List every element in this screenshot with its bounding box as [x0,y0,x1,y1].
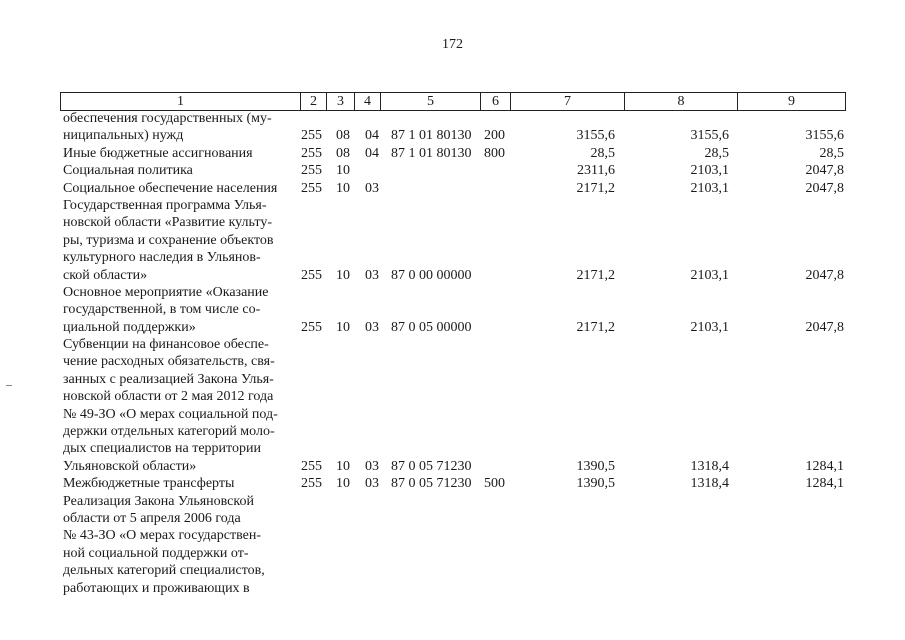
description-line: Реализация Закона Ульяновской [63,493,254,509]
cell-c6: 500 [484,476,505,492]
description-line: циальной поддержки» [63,319,196,335]
cell-c8: 2103,1 [690,180,729,196]
row-description [0,475,303,492]
header-col-5: 5 [381,93,481,110]
description-line: новской области от 2 мая 2012 года [63,389,274,405]
header-col-4: 4 [355,93,381,110]
cell-c6: 200 [484,128,505,144]
description-line: чение расходных обязательств, свя- [63,354,275,370]
header-col-9: 9 [788,94,795,109]
cell-c6: 800 [484,145,505,161]
row-description [0,145,303,162]
description-line: ской области» [63,267,148,283]
description-line: ной социальной поддержки от- [63,545,249,561]
description-line: держки отдельных категорий моло- [63,424,275,440]
cell-c8: 2103,1 [690,267,729,283]
description-line: культурного наследия в Ульянов- [63,250,261,266]
page-number: 172 [442,37,463,52]
row-description [0,336,303,475]
description-line: дельных категорий специалистов, [63,563,265,579]
cell-c4: 03 [365,180,379,196]
header-col-3: 3 [327,93,355,110]
cell-c2: 255 [301,180,322,196]
description-line: № 49-ЗО «О мерах социальной под- [63,406,278,422]
cell-c5: 87 1 01 80130 [391,128,472,144]
cell-c2: 255 [301,128,322,144]
row-description [0,162,303,179]
cell-c8: 1318,4 [690,458,729,474]
description-line: обеспечения государственных (му- [63,111,272,126]
description-line: ниципальных) нужд [63,128,184,144]
table-row [0,197,905,284]
table-row [0,162,905,179]
scan-mark [6,385,12,386]
description-line: государственной, в том числе со- [63,302,261,318]
cell-c2: 255 [301,163,322,179]
row-description [0,110,303,145]
cell-c9: 28,5 [819,145,844,161]
description-line: Иные бюджетные ассигнования [63,145,253,161]
cell-c2: 255 [301,145,322,161]
cell-c9: 2047,8 [805,163,844,179]
row-description [0,493,303,597]
description-line: Социальное обеспечение населения [63,180,278,196]
row-description [0,284,303,336]
cell-c8: 1318,4 [690,476,729,492]
table-row [0,110,905,145]
description-line: новской области «Развитие культу- [63,215,272,231]
cell-c5: 87 1 01 80130 [391,145,472,161]
cell-c8: 3155,6 [690,128,729,144]
description-line: работающих и проживающих в [63,580,250,596]
cell-c8: 28,5 [704,145,729,161]
cell-c3: 08 [336,128,350,144]
cell-c2: 255 [301,476,322,492]
header-col-2: 2 [301,93,327,110]
cell-c9: 2047,8 [805,319,844,335]
cell-c2: 255 [301,267,322,283]
cell-c8: 2103,1 [690,163,729,179]
cell-c9: 2047,8 [805,180,844,196]
cell-c7: 1390,5 [576,476,615,492]
cell-c5: 87 0 00 00000 [391,267,472,283]
cell-c4: 03 [365,476,379,492]
cell-c4: 04 [365,128,379,144]
cell-c4: 04 [365,145,379,161]
description-line: области от 5 апреля 2006 года [63,510,241,526]
cell-c3: 08 [336,145,350,161]
description-line: Межбюджетные трансферты [63,476,235,492]
cell-c3: 10 [336,476,350,492]
cell-c4: 03 [365,267,379,283]
description-line: Субвенции на финансовое обеспе- [63,337,269,353]
table-body [0,110,905,597]
cell-c4: 03 [365,458,379,474]
cell-c3: 10 [336,319,350,335]
cell-c9: 2047,8 [805,267,844,283]
table-row [0,284,905,336]
row-description [0,197,303,284]
cell-c7: 2171,2 [576,180,615,196]
description-line: Государственная программа Улья- [63,197,267,213]
description-line: Социальная политика [63,163,193,179]
description-line: ры, туризма и сохранение объектов [63,232,274,248]
table-header [60,92,846,111]
description-line: № 43-ЗО «О мерах государствен- [63,528,261,544]
description-line: занных с реализацией Закона Улья- [63,371,274,387]
table-row [0,180,905,197]
cell-c7: 1390,5 [576,458,615,474]
cell-c7: 2171,2 [576,267,615,283]
row-description [0,180,303,197]
cell-c4: 03 [365,319,379,335]
table-row [0,145,905,162]
description-line: Ульяновской области» [63,458,197,474]
cell-c7: 28,5 [590,145,615,161]
cell-c3: 10 [336,267,350,283]
cell-c3: 10 [336,163,350,179]
cell-c2: 255 [301,319,322,335]
cell-c3: 10 [336,180,350,196]
cell-c9: 3155,6 [805,128,844,144]
cell-c3: 10 [336,458,350,474]
cell-c9: 1284,1 [805,476,844,492]
cell-c7: 3155,6 [576,128,615,144]
header-col-6: 6 [481,93,511,110]
cell-c5: 87 0 05 71230 [391,458,472,474]
header-col-8: 8 [625,93,738,110]
cell-c5: 87 0 05 71230 [391,476,472,492]
header-col-1: 1 [61,93,301,110]
table-row [0,475,905,492]
cell-c8: 2103,1 [690,319,729,335]
cell-c2: 255 [301,458,322,474]
cell-c9: 1284,1 [805,458,844,474]
table-row [0,493,905,597]
cell-c7: 2171,2 [576,319,615,335]
header-col-7: 7 [511,93,625,110]
cell-c7: 2311,6 [577,163,615,179]
cell-c5: 87 0 05 00000 [391,319,472,335]
table-row [0,336,905,475]
description-line: Основное мероприятие «Оказание [63,284,269,300]
description-line: дых специалистов на территории [63,441,261,457]
